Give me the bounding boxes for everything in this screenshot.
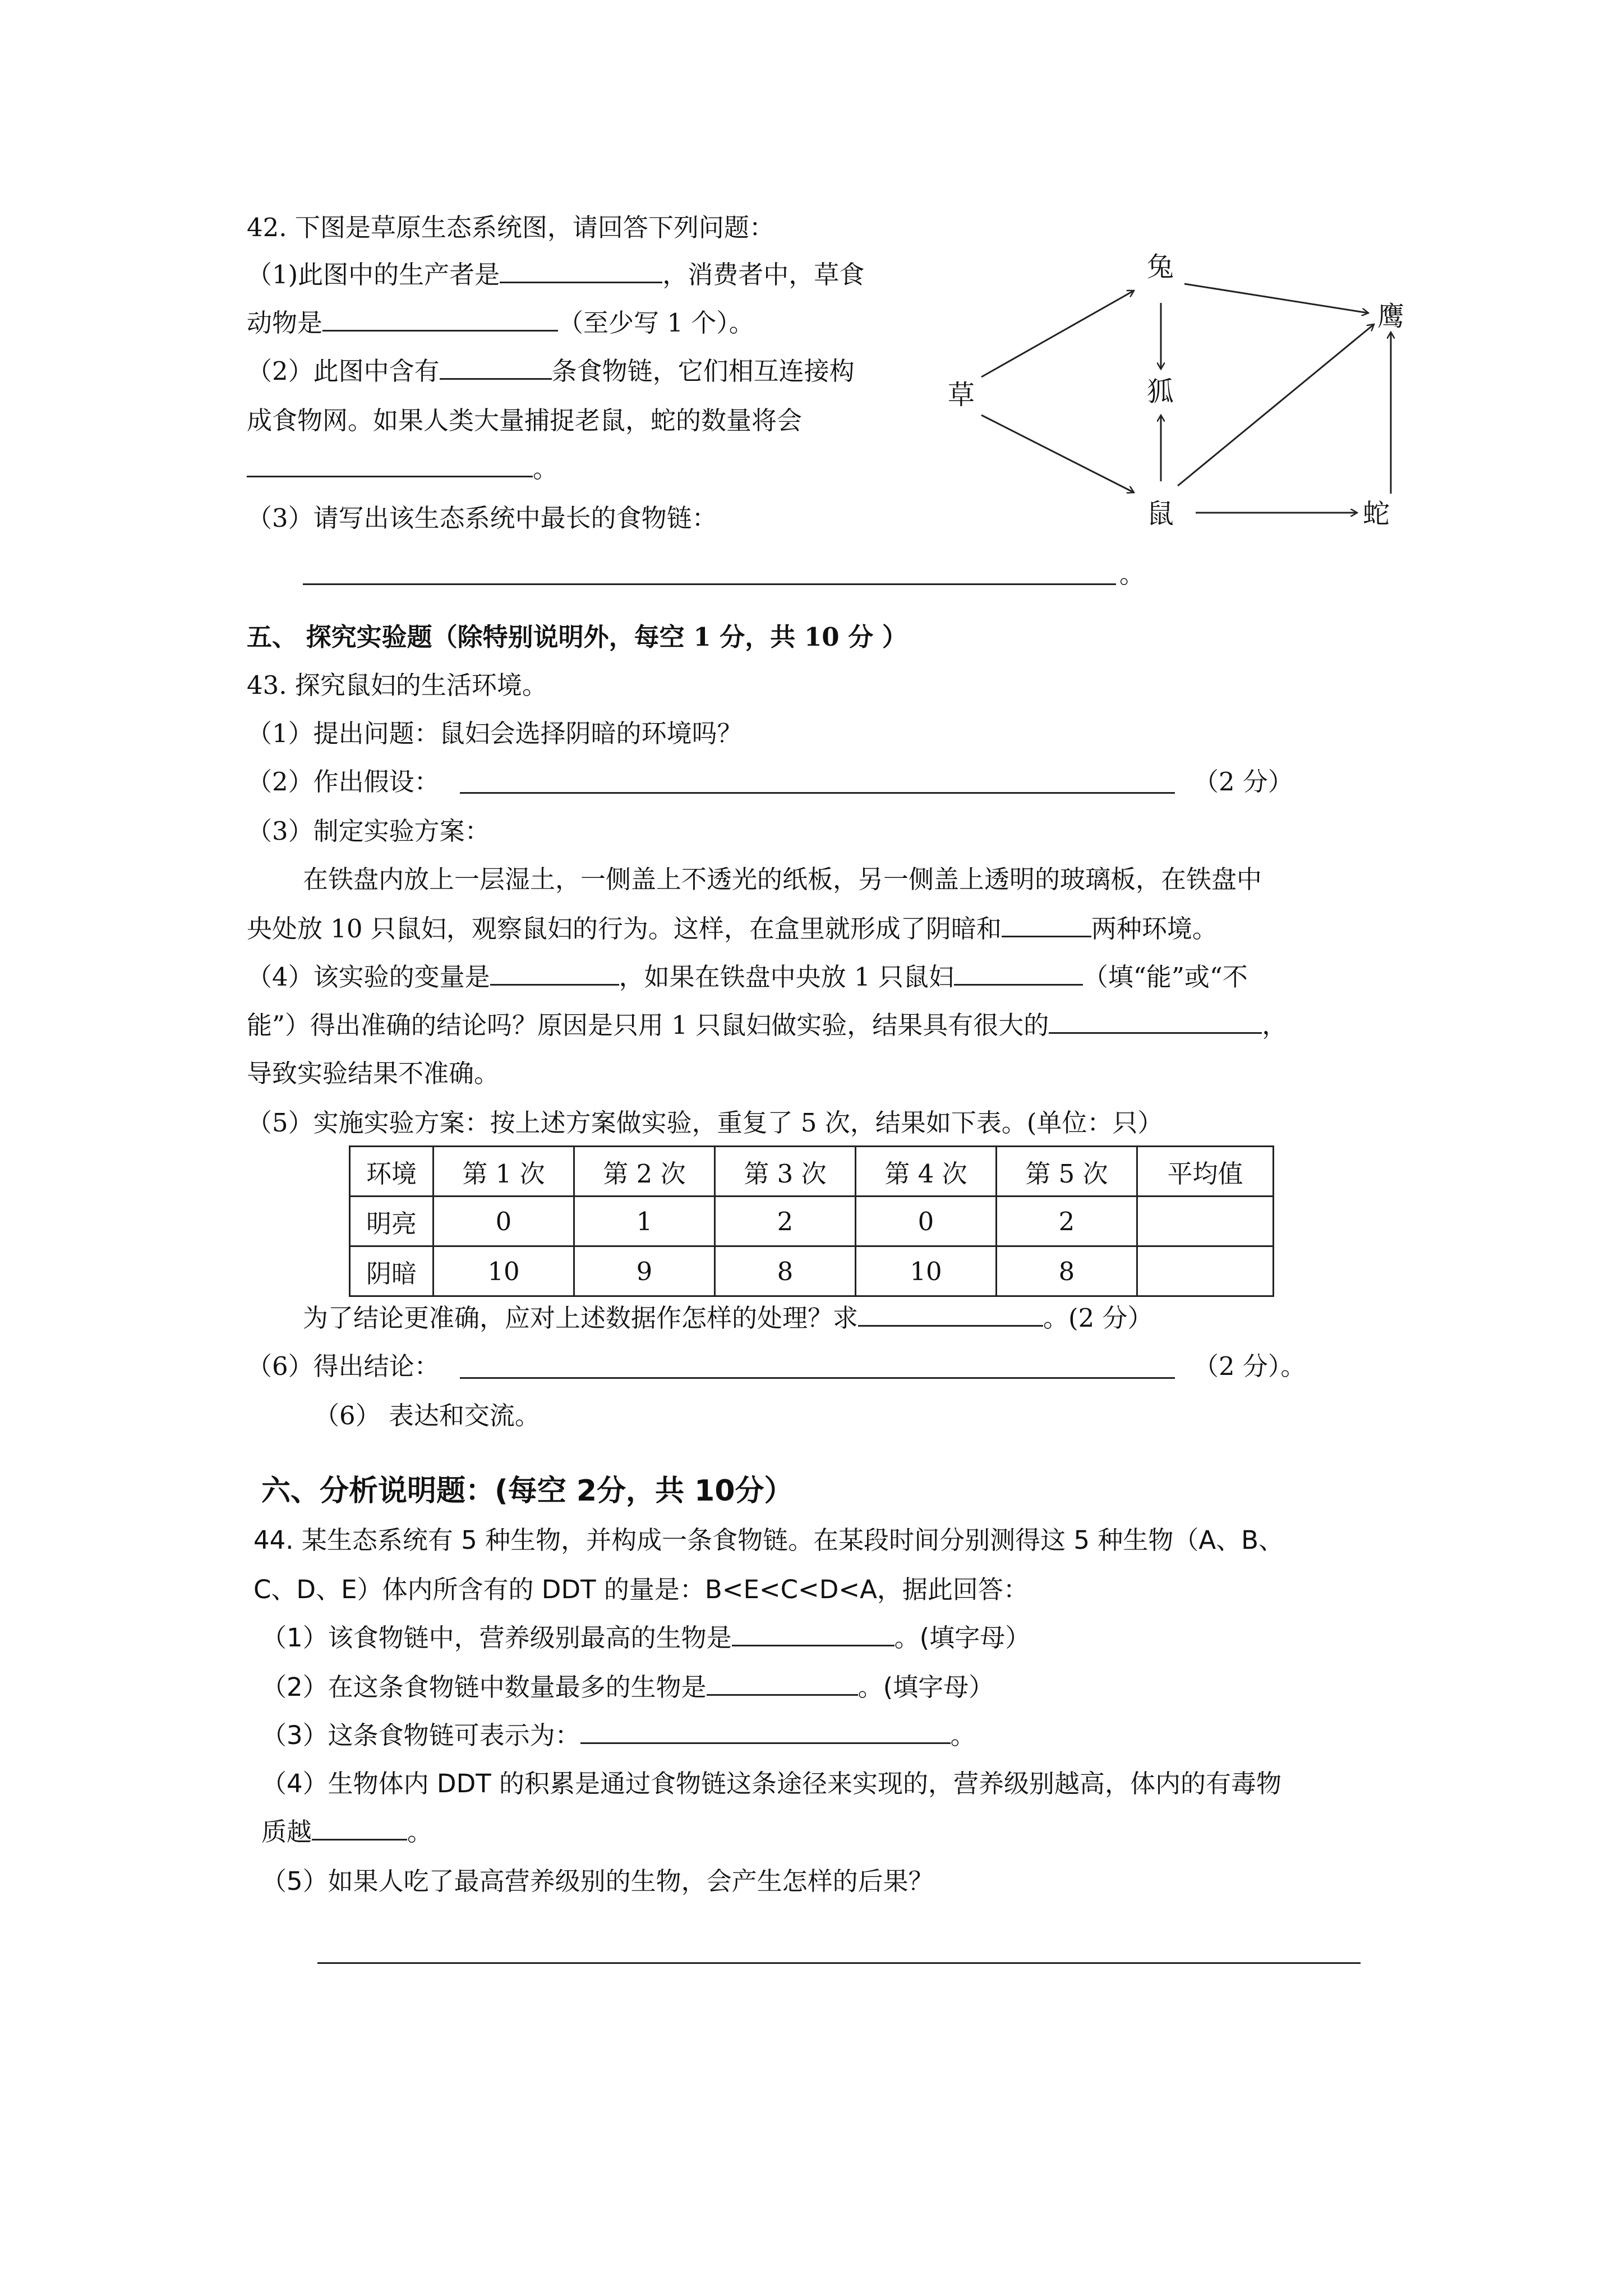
table-header-cell: 第 3 次 xyxy=(715,1147,856,1197)
table-cell: 9 xyxy=(574,1246,715,1296)
q42-title: 42. 下图是草原生态系统图，请回答下列问题： xyxy=(247,213,774,242)
node-grass: 草 xyxy=(948,379,975,411)
q43-part4-line1 xyxy=(247,961,1248,993)
q44-most-numerous-blank[interactable] xyxy=(707,1672,858,1696)
table-header-cell: 第 1 次 xyxy=(434,1147,574,1197)
q44-toxin-blank[interactable] xyxy=(312,1816,407,1841)
q44-part3-text-a: （3）这条食物链可表示为： xyxy=(261,1720,580,1750)
table-row xyxy=(350,1197,1274,1246)
q43-part4-line3: 导致实验结果不准确。 xyxy=(247,1059,500,1088)
q43-process-blank[interactable] xyxy=(858,1303,1043,1327)
q43-part1: （1）提出问题：鼠妇会选择阴暗的环境吗？ xyxy=(247,719,743,748)
q43-part2-score: （2 分） xyxy=(1193,767,1293,797)
table-cell-average[interactable] xyxy=(1137,1197,1274,1246)
arrow-grass-rabbit xyxy=(981,291,1134,377)
q43-part6-score: （2 分）。 xyxy=(1193,1351,1306,1381)
q43-part3-body2 xyxy=(247,913,1218,945)
table-cell: 2 xyxy=(715,1197,856,1246)
q43-part4-text-e: ， xyxy=(1262,1010,1288,1040)
q42-part3: （3）请写出该生态系统中最长的食物链： xyxy=(247,503,717,533)
q44-part4-line1: （4）生物体内 DDT 的积累是通过食物链这条途径来实现的，营养级别越高，体内的有毒物 xyxy=(261,1769,1282,1798)
q44-part3 xyxy=(261,1720,976,1751)
q43-part3-body1: 在铁盘内放上一层湿土，一侧盖上不透光的纸板，另一侧盖上透明的玻璃板，在铁盘中 xyxy=(303,864,1262,894)
q44-part4-line2 xyxy=(261,1816,432,1848)
node-mouse: 鼠 xyxy=(1147,498,1174,530)
section5-heading: 五、 探究实验题（除特别说明外，每空 1 分，共 10 分 ） xyxy=(247,622,907,652)
q44-part1-text-b: 。(填字母） xyxy=(894,1623,1031,1653)
food-web-diagram xyxy=(925,241,1430,544)
q42-part2-text-b: 条食物链，它们相互连接构 xyxy=(551,356,855,386)
table-header-row xyxy=(350,1147,1274,1197)
table-cell-average[interactable] xyxy=(1137,1246,1274,1296)
table-header-cell: 平均值 xyxy=(1137,1147,1274,1197)
q43-part5-question xyxy=(303,1303,1153,1334)
q43-part4-text-b: ，如果在铁盘中央放 1 只鼠妇 xyxy=(619,962,954,992)
q44-part1-text-a: （1）该食物链中，营养级别最高的生物是 xyxy=(261,1623,732,1653)
q42-part1-text-a: （1)此图中的生产者是 xyxy=(247,260,500,289)
table-header-cell: 环境 xyxy=(350,1147,434,1197)
q43-can-blank[interactable] xyxy=(954,961,1083,986)
q44-consequence-blank[interactable] xyxy=(317,1962,1361,1964)
table-cell: 2 xyxy=(997,1197,1137,1246)
q42-part2-line3 xyxy=(247,453,558,485)
arrow-grass-mouse xyxy=(981,415,1134,493)
q42-herbivore-blank[interactable] xyxy=(322,307,558,332)
table-cell: 0 xyxy=(434,1197,574,1246)
q43-part2: （2）作出假设： xyxy=(247,767,440,797)
q42-snake-blank[interactable] xyxy=(247,453,533,477)
section6-heading: 六、分析说明题：(每空 2分，共 10分） xyxy=(261,1474,794,1508)
q43-part3: （3）制定实验方案： xyxy=(247,816,490,846)
q42-part3-end: 。 xyxy=(1119,559,1145,589)
q43-part4-text-d: 能”）得出准确的结论吗？原因是只用 1 只鼠妇做实验，结果具有很大的 xyxy=(247,1010,1049,1040)
q44-part5: （5）如果人吃了最高营养级别的生物，会产生怎样的后果？ xyxy=(261,1866,934,1896)
table-header-cell: 第 2 次 xyxy=(574,1147,715,1197)
table-cell: 明亮 xyxy=(350,1197,434,1246)
q43-part6: （6）得出结论： xyxy=(247,1351,440,1381)
results-table xyxy=(349,1145,1274,1297)
q44-line2: C、D、E）体内所含有的 DDT 的量是：B<E<C<D<A，据此回答： xyxy=(253,1575,1029,1604)
q42-chain-count-blank[interactable] xyxy=(440,356,552,380)
node-eagle: 鹰 xyxy=(1377,301,1405,332)
arrow-mouse-eagle xyxy=(1178,324,1374,486)
q44-top-level-blank[interactable] xyxy=(732,1622,895,1646)
table-cell: 10 xyxy=(434,1246,574,1296)
q44-part3-text-b: 。 xyxy=(950,1720,976,1750)
table-header-cell: 第 4 次 xyxy=(856,1147,997,1197)
q43-part3-text-b: 两种环境。 xyxy=(1091,914,1218,944)
q44-chain-blank[interactable] xyxy=(580,1720,951,1744)
arrow-rabbit-eagle xyxy=(1184,284,1368,313)
q44-part2-text-a: （2）在这条食物链中数量最多的生物是 xyxy=(261,1672,707,1702)
q42-part2-text-a: （2）此图中含有 xyxy=(247,356,440,386)
q43-part4-line2 xyxy=(247,1010,1287,1041)
q44-line1: 44. 某生态系统有 5 种生物，并构成一条食物链。在某段时间分别测得这 5 种生物（A、B、 xyxy=(253,1525,1284,1555)
q43-part5: （5）实施实验方案：按上述方案做实验，重复了 5 次，结果如下表。(单位：只） xyxy=(247,1108,1163,1138)
table-row xyxy=(350,1246,1274,1296)
q42-part1-text-d: （至少写 1 个）。 xyxy=(558,308,754,338)
table-cell: 1 xyxy=(574,1197,715,1246)
table-cell: 8 xyxy=(715,1246,856,1296)
node-rabbit: 兔 xyxy=(1147,251,1174,283)
q43-conclusion-blank[interactable] xyxy=(460,1377,1175,1379)
q43-part4-text-a: （4）该实验的变量是 xyxy=(247,962,490,992)
q44-part4-text-c: 。 xyxy=(407,1817,433,1847)
q42-part2-line2: 成食物网。如果人类大量捕捉老鼠，蛇的数量将会 xyxy=(247,406,803,435)
q42-part1-text-b: ，消费者中，草食 xyxy=(662,260,865,289)
q44-part1 xyxy=(261,1622,1030,1654)
table-cell: 阴暗 xyxy=(350,1246,434,1296)
q42-part1-line2 xyxy=(247,307,754,339)
q43-chance-blank[interactable] xyxy=(1049,1010,1262,1034)
q44-part2-text-b: 。(填字母） xyxy=(857,1672,994,1702)
q43-hypothesis-blank[interactable] xyxy=(460,792,1175,794)
q43-part7: （6） 表达和交流。 xyxy=(314,1401,540,1430)
table-cell: 8 xyxy=(997,1246,1137,1296)
table-cell: 0 xyxy=(856,1197,997,1246)
q44-part2 xyxy=(261,1672,994,1703)
q42-longest-chain-blank[interactable] xyxy=(303,583,1116,585)
node-fox: 狐 xyxy=(1147,376,1174,407)
table-header-cell: 第 5 次 xyxy=(997,1147,1137,1197)
q42-producer-blank[interactable] xyxy=(500,259,662,283)
q42-part2-text-d: 。 xyxy=(533,454,559,484)
q43-title: 43. 探究鼠妇的生活环境。 xyxy=(247,670,547,700)
q42-part1-line1 xyxy=(247,259,864,291)
q43-environment-blank[interactable] xyxy=(1002,913,1091,937)
q43-part4-text-c: （填“能”或“不 xyxy=(1082,962,1248,992)
node-snake: 蛇 xyxy=(1363,498,1390,530)
q44-part4-text-b: 质越 xyxy=(261,1817,312,1847)
q43-part5-text-a: 为了结论更准确，应对上述数据作怎样的处理？求 xyxy=(303,1303,859,1333)
q43-part3-text-a: 央处放 10 只鼠妇，观察鼠妇的行为。这样，在盒里就形成了阴暗和 xyxy=(247,914,1002,944)
q43-variable-blank[interactable] xyxy=(490,961,619,986)
q43-part5-text-b: 。(2 分） xyxy=(1043,1303,1153,1333)
q42-part2-line1 xyxy=(247,356,855,387)
q42-part1-text-c: 动物是 xyxy=(247,308,323,338)
table-cell: 10 xyxy=(856,1246,997,1296)
